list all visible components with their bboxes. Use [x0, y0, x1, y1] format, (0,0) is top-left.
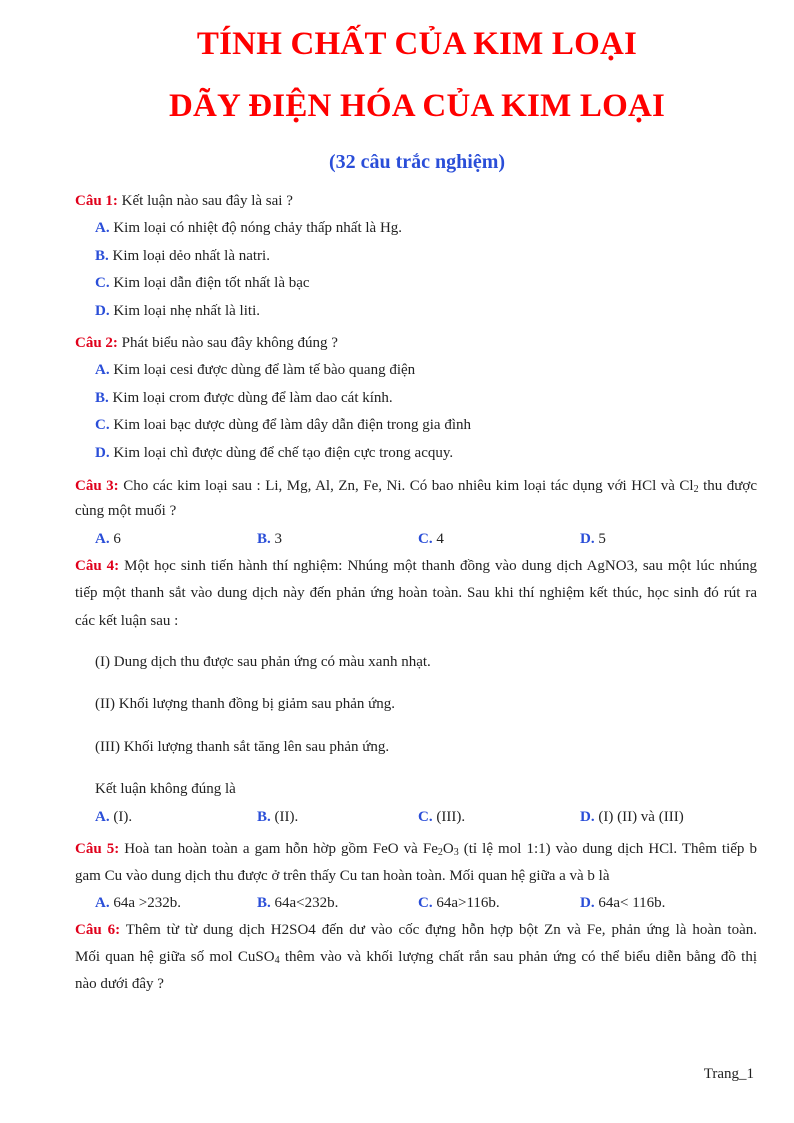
option-2d: D. Kim loại chì được dùng để chế tạo điện cực trong acquy. — [95, 445, 454, 461]
option-2c: C. Kim loai bạc dược dùng để làm dây dẫn điện trong gia đình — [95, 417, 471, 433]
question-6-line-2: Mối quan hệ giữa số mol CuSO$_4$ thêm vào và khối lượng chất rắn sau phản ứng có thể biểu diễn bằng đồ thị — [75, 949, 757, 966]
option-1a: A. Kim loại có nhiệt độ nóng chảy thấp nhất là Hg. — [95, 220, 403, 236]
question-6-line-3: nào dưới đây ? — [75, 976, 164, 992]
statement-3: (III) Khối lượng thanh sắt tăng lên sau phản ứng. — [95, 739, 390, 755]
question-text: Kết luận nào sau đây là sai ? — [117, 193, 293, 209]
option-5a: A. 64a >232b. — [95, 895, 181, 911]
question-4-line-1: Câu 4: Một học sinh tiến hành thí nghiệm: Nhúng một thanh đồng vào dung dịch AgNO3, sau một lúc nhúng — [75, 558, 757, 574]
option-3a: A. 6 — [95, 531, 121, 547]
question-4-line-3: các kết luận sau : — [75, 613, 179, 629]
page-subtitle-title: DÃY ĐIỆN HÓA CỦA KIM LOẠI — [168, 88, 666, 124]
question-1 — [75, 191, 757, 211]
question-label: Câu 1: — [75, 193, 118, 209]
option-1d: D. Kim loại nhẹ nhất là liti. — [95, 303, 260, 319]
option-3d: D. 5 — [580, 531, 606, 547]
question-count: (32 câu trắc nghiệm) — [328, 151, 506, 173]
option-2b: B. Kim loại crom được dùng để làm dao cát kính. — [95, 390, 393, 406]
option-1c: C. Kim loại dẫn điện tốt nhất là bạc — [95, 275, 310, 291]
option-1b: B. Kim loại dẻo nhất là natri. — [95, 248, 270, 264]
question-6-line-1: Câu 6: Thêm từ từ dung dịch H2SO4 đến dư vào cốc đựng hỗn hợp bột Zn và Fe, phản ứng là hoàn toàn. — [75, 922, 758, 938]
question-2: Câu 2: Phát biểu nào sau đây không đúng ? — [75, 335, 338, 351]
option-3b: B. 3 — [257, 531, 283, 547]
option-4c: C. (III). — [418, 809, 466, 825]
question-3-line-1: Câu 3: Cho các kim loại sau : Li, Mg, Al, Zn, Fe, Ni. Có bao nhiêu kim loại tác dụng với HCl và $Cl_2$ thu được — [75, 478, 757, 495]
statement-2: (II) Khối lượng thanh đồng bị giảm sau phản ứng. — [95, 696, 395, 712]
option-5c: C. 64a>116b. — [418, 895, 500, 911]
question-4-line-2: tiếp một thanh sắt vào dung dịch này đến phản ứng hoàn toàn. Sau khi thí nghiệm kết thúc, học sinh đó rút ra — [75, 585, 757, 601]
conclusion-prompt: Kết luận không đúng là — [95, 781, 236, 797]
option-5b: B. 64a<232b. — [257, 895, 339, 911]
question-5-line-1: Câu 5: Hoà tan hoàn toàn a gam hỗn hờp gồm FeO và $Fe_2O_3$ (tỉ lệ mol 1:1) vào dung dịch HCl. Thêm tiếp b — [75, 841, 757, 858]
page-number: Trang_1 — [703, 1066, 754, 1082]
option-5d: D. 64a< 116b. — [580, 895, 666, 911]
question-5-line-2: gam Cu vào dung dịch thu được ở trên thấy Cu tan hoàn toàn. Mối quan hệ giữa a và b là — [75, 868, 610, 884]
option-3c: C. 4 — [418, 531, 444, 547]
option-4b: B. (II). — [257, 809, 299, 825]
option-4d: D. (I) (II) và (III) — [580, 809, 684, 825]
option-4a: A. (I). — [95, 809, 133, 825]
question-3-line-2: cùng một muối ? — [75, 503, 177, 519]
statement-1: (I) Dung dịch thu được sau phản ứng có màu xanh nhạt. — [95, 654, 431, 670]
page-title: TÍNH CHẤT CỦA KIM LOẠI — [196, 26, 638, 62]
option-2a: A. Kim loại cesi được dùng để làm tế bào quang điện — [95, 362, 416, 378]
